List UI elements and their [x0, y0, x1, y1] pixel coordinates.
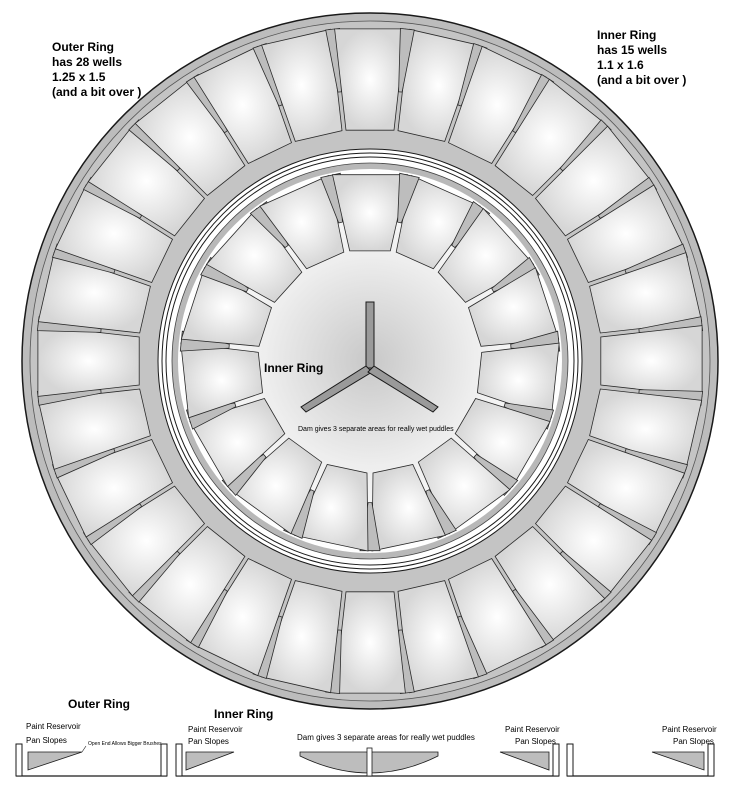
- section-far-right-reservoir: Paint Reservoir: [662, 725, 717, 734]
- inner-ring-note: [597, 28, 686, 88]
- outer-well: [601, 326, 702, 397]
- section-outer-slopes: Pan Slopes: [26, 736, 67, 745]
- inner-ring-note-line: 1.1 x 1.6: [597, 58, 644, 72]
- center-label: Inner Ring: [264, 361, 324, 375]
- cross-section-outer: [16, 744, 167, 776]
- inner-ring-note-title: Inner Ring: [597, 28, 657, 42]
- outer-ring-note-line: has 28 wells: [52, 55, 123, 69]
- outer-well: [335, 592, 406, 693]
- outer-ring-note-line: (and a bit over ): [52, 85, 142, 99]
- dam-note: Dam gives 3 separate areas for really wet puddles: [298, 426, 454, 433]
- inner-ring-note-line: (and a bit over ): [597, 73, 687, 87]
- outer-ring-note-title: Outer Ring: [52, 40, 114, 54]
- outer-ring-note: [52, 40, 141, 100]
- cross-section-far-right: [567, 744, 714, 776]
- section-outer-title: Outer Ring: [68, 697, 130, 711]
- inner-ring-note-line: has 15 wells: [597, 43, 668, 57]
- section-inner-left-slopes: Pan Slopes: [188, 737, 229, 746]
- cross-section-inner: [176, 744, 559, 776]
- section-far-right-slopes: Pan Slopes: [673, 737, 714, 746]
- outer-well: [38, 326, 139, 397]
- outer-well: [335, 29, 406, 130]
- section-inner-right-reservoir: Paint Reservoir: [505, 725, 560, 734]
- section-outer-open-end: Open End Allows Bigger Brushes: [88, 741, 162, 747]
- section-inner-left-reservoir: Paint Reservoir: [188, 725, 243, 734]
- outer-ring-note-line: 1.25 x 1.5: [52, 70, 106, 84]
- section-outer-reservoir: Paint Reservoir: [26, 722, 81, 731]
- section-inner-right-slopes: Pan Slopes: [515, 737, 556, 746]
- section-inner-title: Inner Ring: [214, 707, 274, 721]
- section-inner-dam: Dam gives 3 separate areas for really wet puddles: [297, 733, 475, 742]
